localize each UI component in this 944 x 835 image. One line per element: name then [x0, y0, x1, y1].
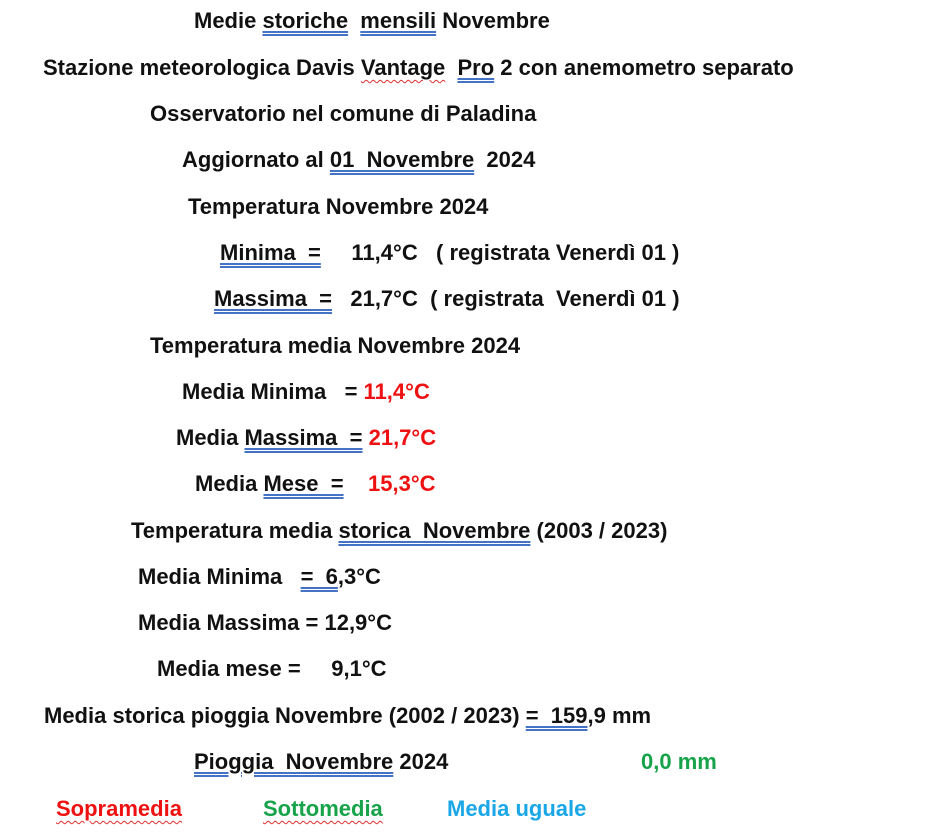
- rain-historical-label: Media storica pioggia Novembre (2002 / 2023): [44, 703, 526, 728]
- historical-max: Media Massima = 12,9°C: [138, 610, 392, 635]
- rain-historical-eq: = 159: [525, 703, 588, 728]
- temp-mean-min-value: 11,4°C: [363, 379, 430, 404]
- historical-month: Media mese = 9,1°C: [157, 656, 387, 681]
- title-separator: [348, 8, 360, 33]
- temp-mean-min-label: Media Minima =: [182, 379, 364, 404]
- station-line: [43, 55, 794, 81]
- historical-heading: [131, 518, 667, 544]
- legend-below: Sottomedia: [263, 796, 383, 821]
- temp-mean-max-label-prefix: Media: [176, 425, 245, 450]
- temp-mean-month-label-prefix: Media: [195, 471, 264, 496]
- station-word-pro: Pro: [457, 55, 495, 80]
- historical-heading-word: storica Novembre: [338, 518, 531, 543]
- rain-current: [194, 749, 448, 775]
- temp-month-min: [220, 240, 679, 266]
- title-suffix: Novembre: [436, 8, 550, 33]
- page-title: [194, 8, 550, 34]
- observatory-line: Osservatorio nel comune di Paladina: [150, 101, 537, 126]
- temp-mean-max-label: Massima =: [244, 425, 363, 450]
- station-prefix: Stazione meteorologica Davis: [43, 55, 361, 80]
- historical-heading-prefix: Temperatura media: [131, 518, 339, 543]
- temp-mean-max: [176, 425, 436, 451]
- rain-historical-value: ,9 mm: [587, 703, 652, 728]
- updated-prefix: Aggiornato al: [182, 147, 330, 172]
- historical-min: [138, 564, 381, 590]
- temp-month-max-value: 21,7°C ( registrata Venerdì 01 ): [332, 286, 680, 311]
- station-suffix: 2 con anemometro separato: [494, 55, 794, 80]
- historical-min-eq: = 6: [300, 564, 338, 589]
- historical-min-label: Media Minima: [138, 564, 301, 589]
- legend-above: Sopramedia: [56, 796, 182, 821]
- title-word-mensili: mensili: [360, 8, 437, 33]
- temp-month-min-label: Minima =: [220, 240, 321, 265]
- temp-mean-month: [195, 471, 436, 497]
- temp-mean-min: [182, 379, 430, 405]
- historical-heading-period: (2003 / 2023): [530, 518, 668, 543]
- rain-current-year: 2024: [393, 749, 449, 774]
- rain-current-value: 0,0 mm: [641, 749, 717, 774]
- rain-current-label: Pioggia Novembre: [194, 749, 394, 774]
- legend-equal: Media uguale: [447, 796, 587, 821]
- updated-line: [182, 147, 535, 173]
- updated-date: 01 Novembre: [329, 147, 475, 172]
- updated-year: 2024: [474, 147, 536, 172]
- temp-mean-heading: Temperatura media Novembre 2024: [150, 333, 521, 358]
- title-word-storiche: storiche: [262, 8, 349, 33]
- temp-month-min-value: 11,4°C ( registrata Venerdì 01 ): [320, 240, 680, 265]
- temp-month-heading: Temperatura Novembre 2024: [188, 194, 489, 219]
- historical-min-value: ,3°C: [337, 564, 381, 589]
- temp-mean-month-value: 15,3°C: [343, 471, 436, 496]
- temp-month-max-label: Massima =: [214, 286, 333, 311]
- station-separator: [445, 55, 457, 80]
- temp-mean-month-label: Mese =: [263, 471, 344, 496]
- station-word-vantage: Vantage: [360, 55, 446, 80]
- temp-month-max: [214, 286, 680, 312]
- temp-mean-max-value: 21,7°C: [362, 425, 437, 450]
- title-prefix: Medie: [194, 8, 263, 33]
- rain-historical: [44, 703, 651, 729]
